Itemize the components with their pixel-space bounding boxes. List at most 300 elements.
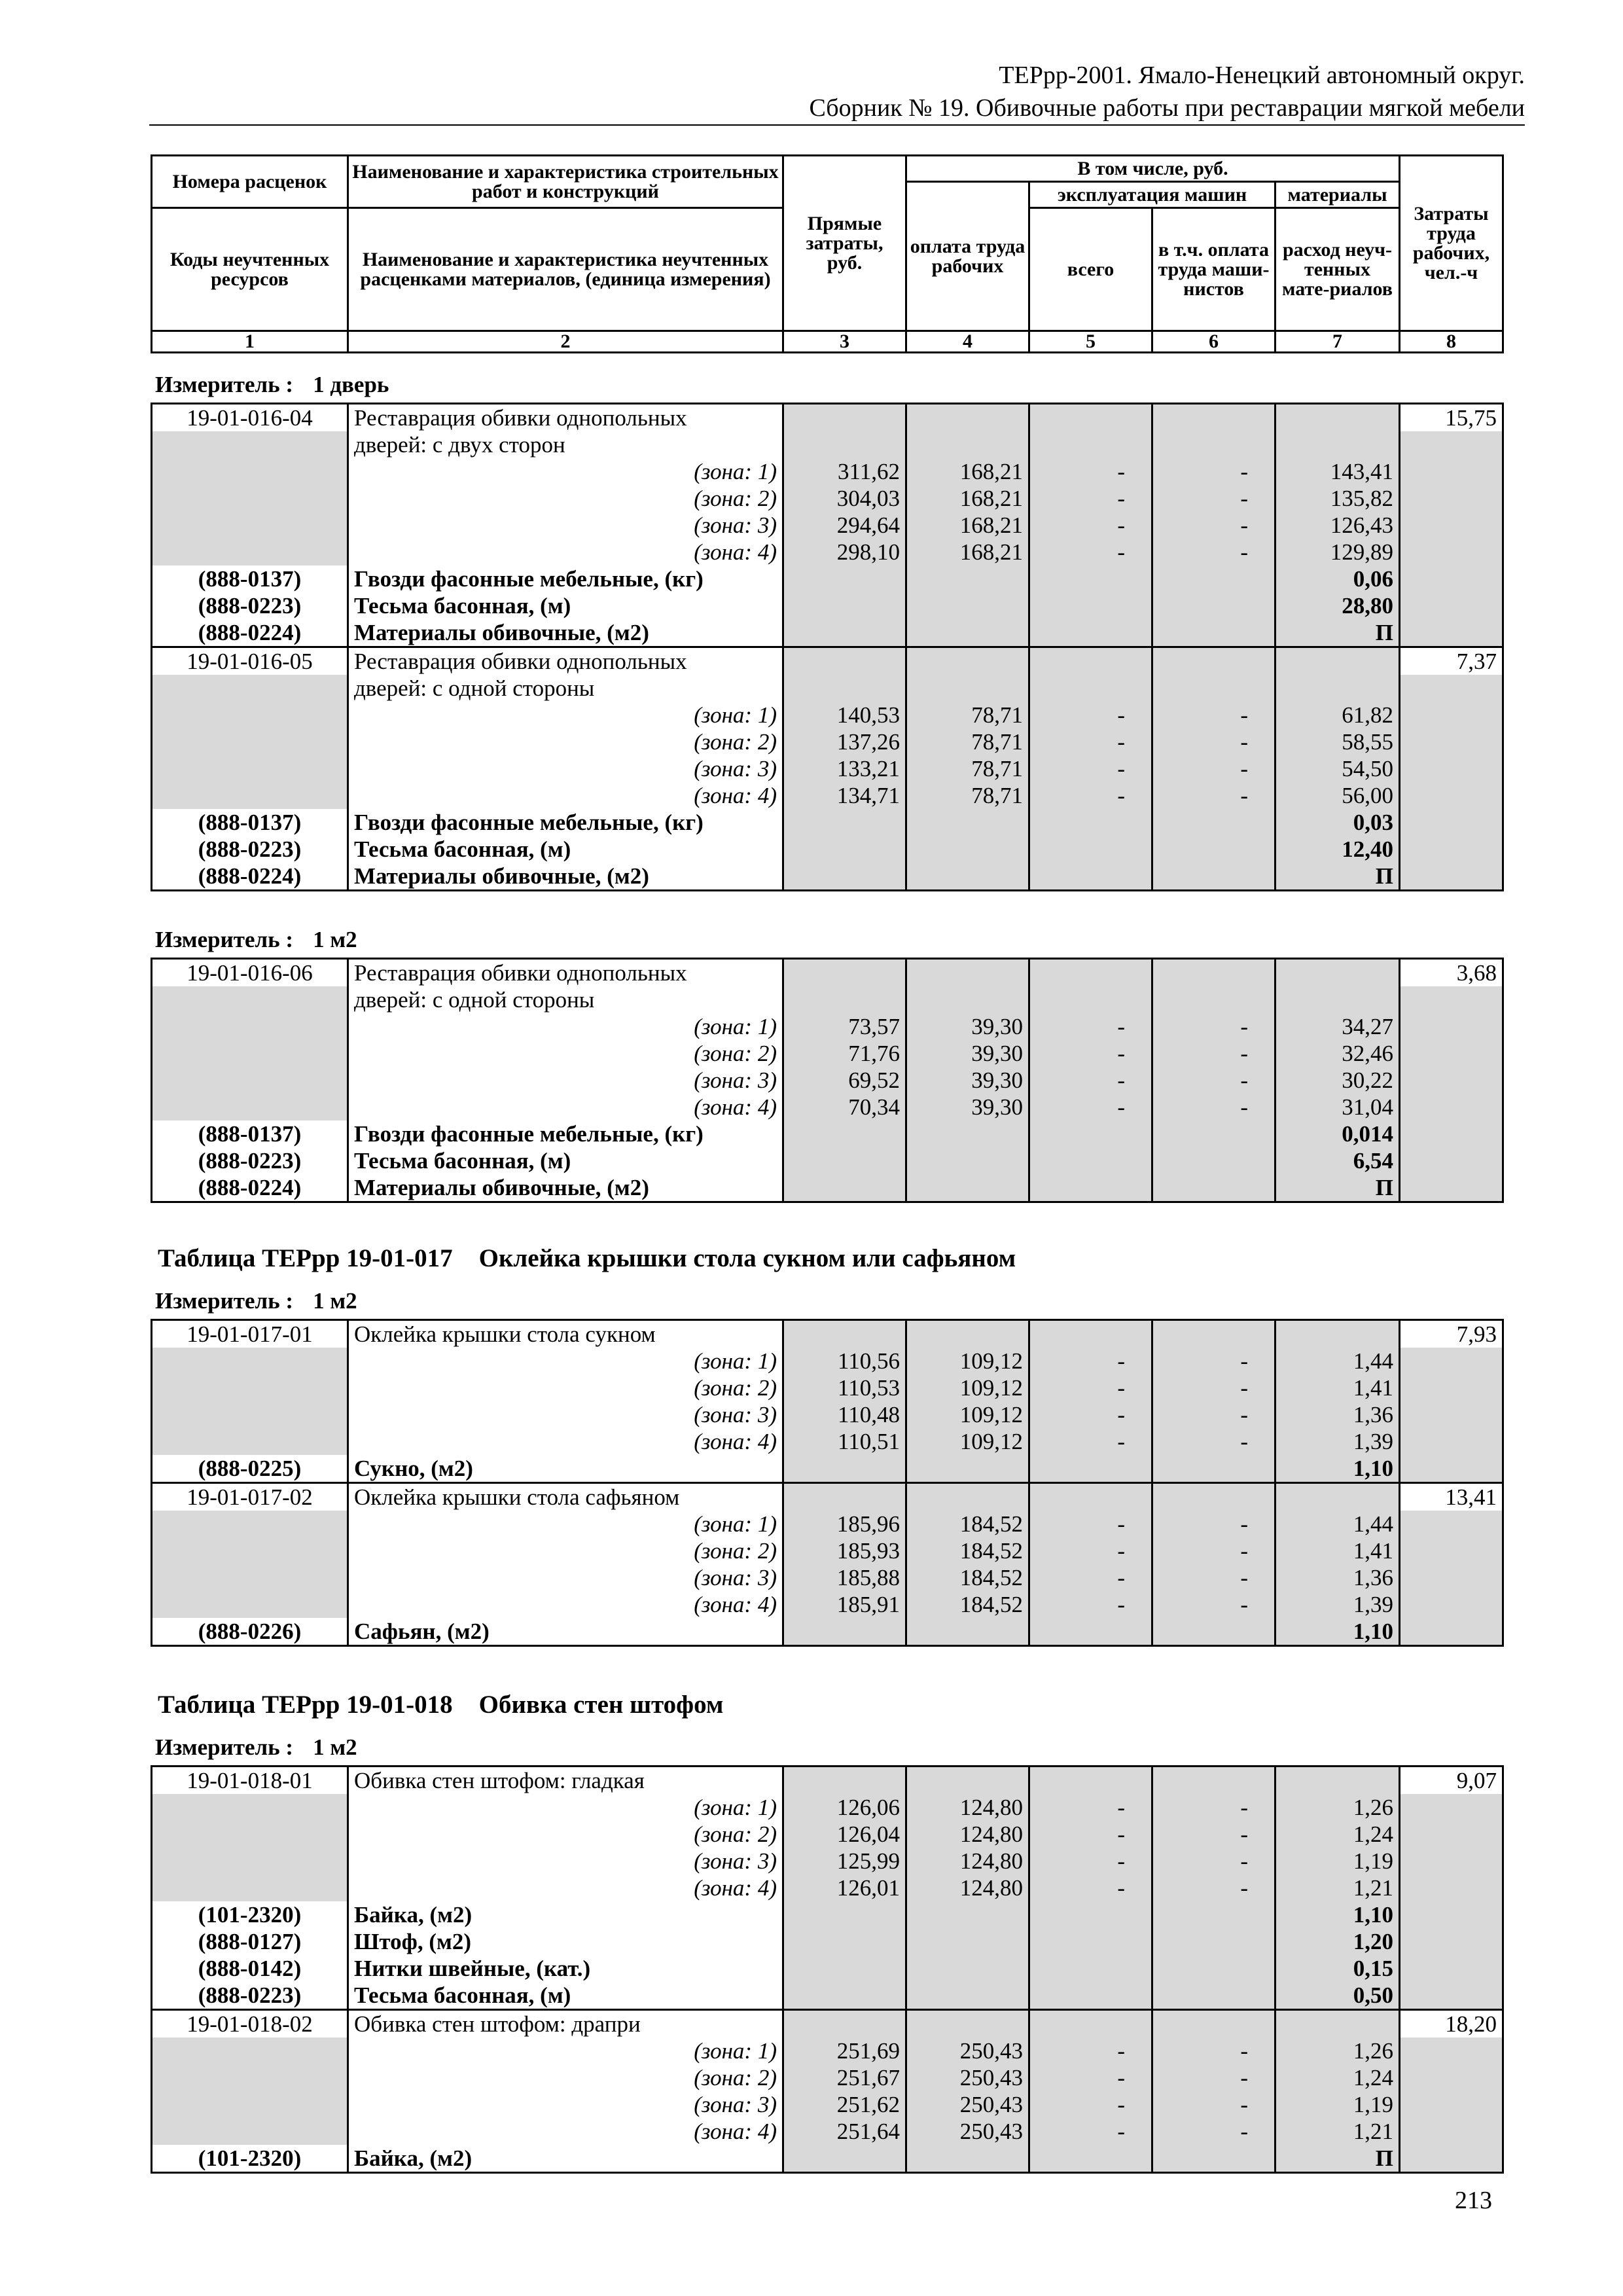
resource-consumption: П [1275,2145,1400,2173]
measure-unit: 1 м2 [313,1288,357,1314]
empty-cell [1152,1928,1275,1955]
direct-cost: 134,71 [783,782,906,809]
col-number-6: 6 [1152,331,1275,353]
machinist-pay: - [1152,1794,1275,1821]
measure-unit: 1 м2 [313,927,357,952]
empty-cell [1152,1901,1275,1928]
empty-cell [906,431,1029,458]
zone-label: (зона: 2) [348,1040,783,1067]
empty-cell [1029,1320,1152,1348]
empty-cell [906,1955,1029,1982]
measure-label: Измеритель : [155,1734,294,1760]
col-labor-header: Затраты труда рабочих, чел.-ч [1400,156,1503,331]
empty-cell [1400,1401,1503,1428]
machinist-pay: - [1152,728,1275,755]
zone-row [152,2091,1503,2118]
resource-row [152,863,1503,891]
empty-cell [1400,1174,1503,1202]
empty-cell [152,485,348,512]
empty-cell [1400,986,1503,1013]
table-name: Оклейка крышки стола сукном или сафьяном [478,1244,1016,1272]
resource-name: Гвозди фасонные мебельные, (кг) [348,565,783,592]
machinist-pay: - [1152,1013,1275,1040]
resource-name: Гвозди фасонные мебельные, (кг) [348,809,783,836]
direct-cost: 137,26 [783,728,906,755]
resource-consumption: 1,20 [1275,1928,1400,1955]
empty-cell [1029,565,1152,592]
measure-line-3 [155,1288,357,1314]
resource-consumption: П [1275,1174,1400,1202]
resource-row [152,1955,1503,1982]
empty-cell [906,675,1029,702]
empty-cell [1152,1955,1275,1982]
empty-cell [1400,565,1503,592]
rate-title-cont-row [152,986,1503,1013]
resource-code: (888-0224) [152,863,348,891]
empty-cell [1400,1564,1503,1591]
col-resource-codes-header: Коды неучтенных ресурсов [152,208,348,331]
empty-cell [1029,809,1152,836]
resource-row [152,836,1503,863]
direct-cost: 110,51 [783,1428,906,1455]
empty-cell [1152,647,1275,675]
zone-row [152,458,1503,485]
empty-cell [1152,863,1275,891]
direct-cost: 185,88 [783,1564,906,1591]
empty-cell [1275,1483,1400,1511]
worker-pay: 109,12 [906,1374,1029,1401]
materials-cost: 1,44 [1275,1511,1400,1537]
machines-total: - [1029,1848,1152,1874]
empty-cell [1400,1040,1503,1067]
empty-cell [1400,809,1503,836]
resource-consumption: 1,10 [1275,1455,1400,1483]
resource-code: (888-0226) [152,1618,348,1646]
empty-cell [906,863,1029,891]
empty-cell [783,1955,906,1982]
resource-code: (888-0137) [152,809,348,836]
materials-cost: 30,22 [1275,1067,1400,1094]
zone-row [152,1874,1503,1901]
rate-name: Реставрация обивки однопольных [348,959,783,987]
empty-cell [1029,619,1152,647]
header-divider [149,124,1525,126]
machinist-pay: - [1152,1511,1275,1537]
materials-cost: 1,21 [1275,1874,1400,1901]
empty-cell [152,458,348,485]
measure-line-4 [155,1734,357,1761]
resource-row [152,1618,1503,1646]
empty-cell [906,2145,1029,2173]
empty-cell [1029,1928,1152,1955]
empty-cell [906,404,1029,432]
machinist-pay: - [1152,539,1275,565]
empty-cell [1400,1794,1503,1821]
empty-cell [783,1121,906,1147]
empty-cell [1029,431,1152,458]
resource-name: Тесьма басонная, (м) [348,1147,783,1174]
empty-cell [906,1320,1029,1348]
empty-cell [783,2010,906,2038]
zone-label: (зона: 1) [348,458,783,485]
resource-code: (888-0137) [152,1121,348,1147]
resource-name: Байка, (м2) [348,1901,783,1928]
resource-name: Тесьма басонная, (м) [348,836,783,863]
machinist-pay: - [1152,1094,1275,1121]
rates-table-016-b [151,958,1504,1203]
empty-cell [1400,1591,1503,1618]
materials-cost: 1,36 [1275,1401,1400,1428]
zone-row [152,485,1503,512]
rate-title-row [152,1320,1503,1348]
direct-cost: 110,56 [783,1348,906,1374]
machinist-pay: - [1152,1537,1275,1564]
zone-label: (зона: 4) [348,539,783,565]
machines-total: - [1029,2091,1152,2118]
resource-row [152,2145,1503,2173]
empty-cell [152,1537,348,1564]
zone-row [152,1401,1503,1428]
empty-cell [1275,647,1400,675]
empty-cell [1152,1455,1275,1483]
machines-total: - [1029,539,1152,565]
direct-cost: 133,21 [783,755,906,782]
empty-cell [783,1483,906,1511]
materials-cost: 54,50 [1275,755,1400,782]
rate-title-cont-row [152,431,1503,458]
col-work-name-header: Наименование и характеристика строительных работ и конструкций [348,156,783,208]
empty-cell [1400,1901,1503,1928]
worker-pay: 78,71 [906,782,1029,809]
empty-cell [906,1982,1029,2010]
zone-row [152,1428,1503,1455]
resource-code: (888-0223) [152,592,348,619]
labor-cost: 7,37 [1400,647,1503,675]
resource-row [152,1455,1503,1483]
col-machinist-pay-header: в т.ч. оплата труда маши-нистов [1152,208,1275,331]
measure-line-2 [155,927,357,953]
zone-label: (зона: 2) [348,1374,783,1401]
measure-unit: 1 дверь [313,372,389,397]
rate-code: 19-01-017-01 [152,1320,348,1348]
zone-label: (зона: 1) [348,1511,783,1537]
zone-row [152,1511,1503,1537]
zone-row [152,1013,1503,1040]
empty-cell [152,1374,348,1401]
worker-pay: 168,21 [906,485,1029,512]
zone-label: (зона: 2) [348,1821,783,1848]
empty-cell [1152,836,1275,863]
direct-cost: 140,53 [783,702,906,728]
empty-cell [1152,959,1275,987]
empty-cell [1400,1094,1503,1121]
machinist-pay: - [1152,755,1275,782]
machines-total: - [1029,458,1152,485]
worker-pay: 39,30 [906,1040,1029,1067]
worker-pay: 124,80 [906,1874,1029,1901]
empty-cell [1152,1147,1275,1174]
zone-label: (зона: 4) [348,1428,783,1455]
empty-cell [1029,1767,1152,1795]
empty-cell [1400,1511,1503,1537]
resource-row [152,1901,1503,1928]
empty-cell [1152,1174,1275,1202]
zone-row [152,1794,1503,1821]
labor-cost: 15,75 [1400,404,1503,432]
empty-cell [1400,485,1503,512]
rate-name: Оклейка крышки стола сукном [348,1320,783,1348]
col-machines-total-header: всего [1029,208,1152,331]
empty-cell [1152,1982,1275,2010]
resource-name: Материалы обивочные, (м2) [348,619,783,647]
col-worker-pay-header: оплата труда рабочих [906,182,1029,331]
empty-cell [906,959,1029,987]
empty-cell [1400,2091,1503,2118]
empty-cell [1400,702,1503,728]
materials-cost: 1,41 [1275,1374,1400,1401]
machines-total: - [1029,1374,1152,1401]
rate-title-cont-row [152,675,1503,702]
machinist-pay: - [1152,512,1275,539]
zone-label: (зона: 4) [348,782,783,809]
materials-cost: 56,00 [1275,782,1400,809]
empty-cell [152,702,348,728]
direct-cost: 185,91 [783,1591,906,1618]
empty-cell [1400,1455,1503,1483]
resource-row [152,809,1503,836]
rate-title-row [152,404,1503,432]
zone-row [152,1040,1503,1067]
machines-total: - [1029,1348,1152,1374]
resource-name: Нитки швейные, (кат.) [348,1955,783,1982]
worker-pay: 124,80 [906,1821,1029,1848]
empty-cell [1400,755,1503,782]
machines-total: - [1029,2118,1152,2145]
machines-total: - [1029,1401,1152,1428]
rate-code: 19-01-016-06 [152,959,348,987]
worker-pay: 168,21 [906,539,1029,565]
zone-row [152,539,1503,565]
machines-total: - [1029,782,1152,809]
empty-cell [152,1794,348,1821]
resource-consumption: 6,54 [1275,1147,1400,1174]
empty-cell [783,431,906,458]
zone-row [152,2064,1503,2091]
empty-cell [1400,1955,1503,1982]
empty-cell [1152,1618,1275,1646]
empty-cell [1029,1618,1152,1646]
resource-name: Материалы обивочные, (м2) [348,863,783,891]
worker-pay: 124,80 [906,1848,1029,1874]
direct-cost: 251,67 [783,2064,906,2091]
empty-cell [783,1174,906,1202]
empty-cell [906,647,1029,675]
col-direct-cost-header: Прямые затраты, руб. [783,156,906,331]
measure-line-1 [155,372,389,398]
empty-cell [906,836,1029,863]
direct-cost: 126,01 [783,1874,906,1901]
empty-cell [1275,675,1400,702]
direct-cost: 125,99 [783,1848,906,1874]
empty-cell [783,986,906,1013]
empty-cell [1400,512,1503,539]
empty-cell [783,1767,906,1795]
table-column-header [151,154,1504,353]
empty-cell [1400,1848,1503,1874]
materials-cost: 1,24 [1275,1821,1400,1848]
resource-consumption: 0,03 [1275,809,1400,836]
empty-cell [1275,1767,1400,1795]
empty-cell [1152,1767,1275,1795]
table-name: Обивка стен штофом [478,1691,724,1719]
rate-title-row [152,959,1503,987]
resource-row [152,592,1503,619]
empty-cell [152,675,348,702]
empty-cell [1400,1982,1503,2010]
zone-label: (зона: 1) [348,702,783,728]
resource-name: Материалы обивочные, (м2) [348,1174,783,1202]
materials-cost: 31,04 [1275,1094,1400,1121]
materials-cost: 1,26 [1275,2037,1400,2064]
empty-cell [152,986,348,1013]
resource-code: (101-2320) [152,1901,348,1928]
machinist-pay: - [1152,1591,1275,1618]
resource-consumption: 0,06 [1275,565,1400,592]
direct-cost: 69,52 [783,1067,906,1094]
empty-cell [1400,863,1503,891]
empty-cell [1152,809,1275,836]
empty-cell [1152,404,1275,432]
materials-cost: 1,39 [1275,1428,1400,1455]
zone-label: (зона: 3) [348,755,783,782]
resource-row [152,565,1503,592]
resource-row [152,619,1503,647]
col-number-5: 5 [1029,331,1152,353]
rate-title-row [152,647,1503,675]
zone-row [152,2037,1503,2064]
empty-cell [1152,619,1275,647]
table-code: Таблица ТЕРрр 19-01-017 [158,1244,453,1272]
empty-cell [1152,2145,1275,2173]
incl-header: В том числе, руб. [906,156,1400,182]
empty-cell [1400,1821,1503,1848]
empty-cell [1029,675,1152,702]
resource-name: Тесьма басонная, (м) [348,1982,783,2010]
rate-name: Обивка стен штофом: гладкая [348,1767,783,1795]
zone-label: (зона: 1) [348,2037,783,2064]
materials-cost: 1,21 [1275,2118,1400,2145]
empty-cell [1275,959,1400,987]
empty-cell [152,1511,348,1537]
direct-cost: 185,96 [783,1511,906,1537]
empty-cell [1029,1955,1152,1982]
zone-label: (зона: 4) [348,1591,783,1618]
table-code: Таблица ТЕРрр 19-01-018 [158,1691,453,1719]
empty-cell [1152,1121,1275,1147]
empty-cell [1400,1537,1503,1564]
zone-row [152,755,1503,782]
empty-cell [1400,458,1503,485]
empty-cell [152,1848,348,1874]
empty-cell [1400,1874,1503,1901]
machines-total: - [1029,728,1152,755]
machinist-pay: - [1152,1401,1275,1428]
empty-cell [783,1928,906,1955]
worker-pay: 184,52 [906,1591,1029,1618]
worker-pay: 184,52 [906,1537,1029,1564]
worker-pay: 168,21 [906,512,1029,539]
materials-cost: 1,26 [1275,1794,1400,1821]
empty-cell [152,782,348,809]
worker-pay: 39,30 [906,1013,1029,1040]
empty-cell [1400,1147,1503,1174]
worker-pay: 124,80 [906,1794,1029,1821]
empty-cell [152,728,348,755]
materials-cost: 34,27 [1275,1013,1400,1040]
materials-cost: 143,41 [1275,458,1400,485]
empty-cell [1029,2145,1152,2173]
materials-cost: 1,24 [1275,2064,1400,2091]
empty-cell [1400,1348,1503,1374]
empty-cell [1029,1147,1152,1174]
machines-header: эксплуатация машин [1029,182,1275,208]
worker-pay: 250,43 [906,2118,1029,2145]
empty-cell [906,1455,1029,1483]
zone-label: (зона: 3) [348,1401,783,1428]
worker-pay: 250,43 [906,2037,1029,2064]
empty-cell [1400,1618,1503,1646]
worker-pay: 109,12 [906,1348,1029,1374]
worker-pay: 109,12 [906,1401,1029,1428]
materials-cost: 1,36 [1275,1564,1400,1591]
empty-cell [783,809,906,836]
empty-cell [1029,1455,1152,1483]
machines-total: - [1029,702,1152,728]
direct-cost: 311,62 [783,458,906,485]
resource-code: (888-0224) [152,1174,348,1202]
empty-cell [906,592,1029,619]
empty-cell [783,863,906,891]
materials-cost: 129,89 [1275,539,1400,565]
resource-code: (888-0224) [152,619,348,647]
machinist-pay: - [1152,1428,1275,1455]
labor-cost: 7,93 [1400,1320,1503,1348]
machinist-pay: - [1152,458,1275,485]
machinist-pay: - [1152,1348,1275,1374]
direct-cost: 251,69 [783,2037,906,2064]
zone-row [152,702,1503,728]
resource-code: (888-0223) [152,1982,348,2010]
empty-cell [1400,2118,1503,2145]
empty-cell [152,1564,348,1591]
rate-name: Реставрация обивки однопольных [348,404,783,432]
resource-consumption: 0,50 [1275,1982,1400,2010]
zone-label: (зона: 2) [348,1537,783,1564]
worker-pay: 78,71 [906,728,1029,755]
zone-label: (зона: 2) [348,728,783,755]
col-number-3: 3 [783,331,906,353]
worker-pay: 39,30 [906,1067,1029,1094]
machinist-pay: - [1152,1821,1275,1848]
table-title-018 [158,1690,723,1720]
materials-cost: 1,19 [1275,2091,1400,2118]
machines-total: - [1029,1874,1152,1901]
materials-cost: 1,44 [1275,1348,1400,1374]
rate-code: 19-01-018-02 [152,2010,348,2038]
empty-cell [152,1428,348,1455]
rate-name: Реставрация обивки однопольных [348,647,783,675]
empty-cell [906,2010,1029,2038]
